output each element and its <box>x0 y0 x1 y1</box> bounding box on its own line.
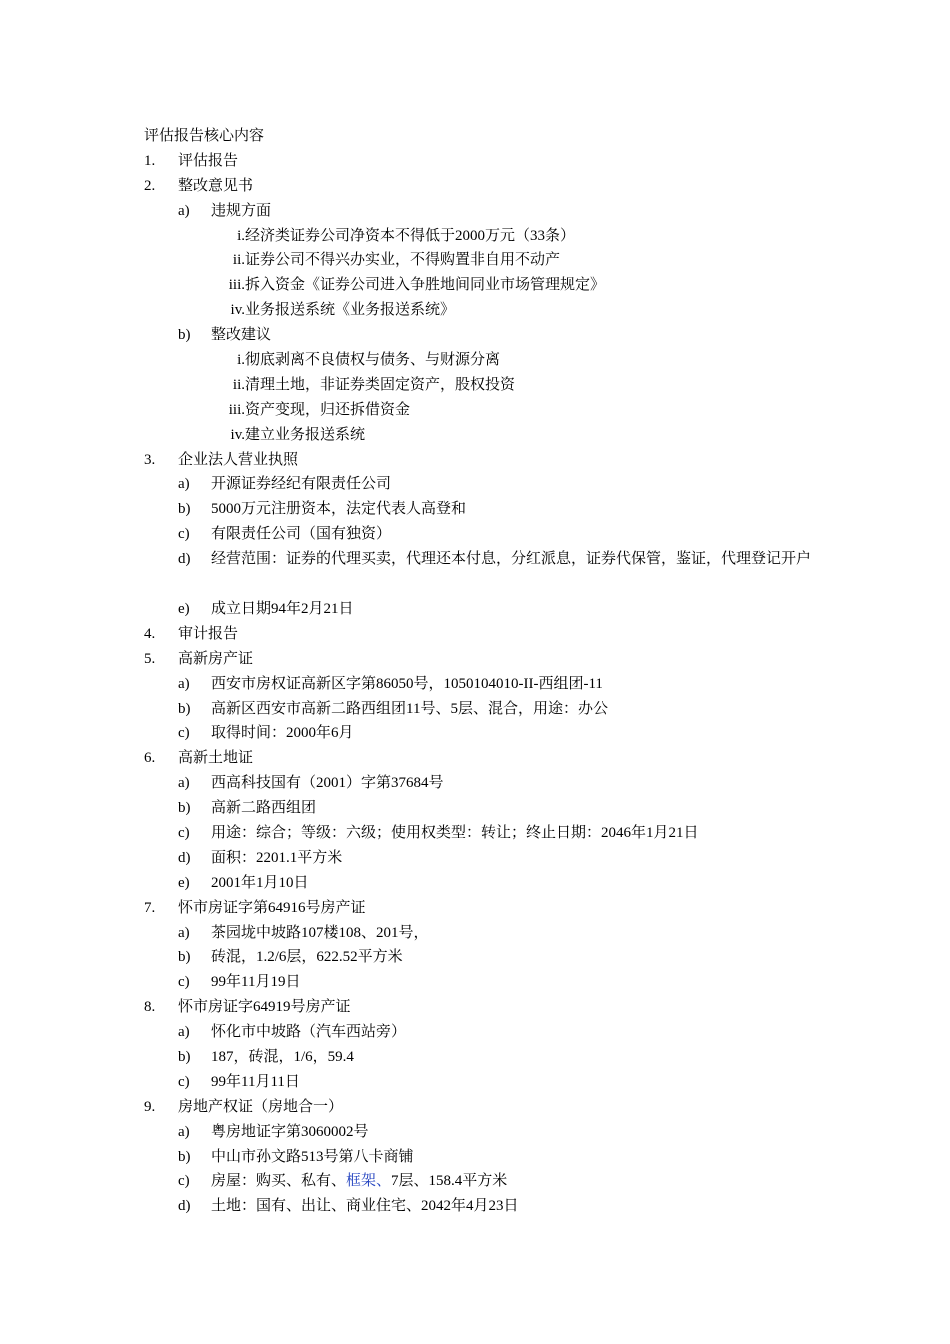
document-title: 评估报告核心内容 <box>144 128 265 144</box>
list-item: b) 整改建议 <box>178 327 272 344</box>
list-item: c) 99年11月11日 <box>178 1073 300 1090</box>
list-item: d) 土地：国有、出让、商业住宅、2042年4月23日 <box>178 1198 519 1215</box>
list-item: iv. 业务报送系统《业务报送系统》 <box>230 302 456 319</box>
list-item: d) 面积：2201.1平方米 <box>178 849 343 866</box>
list-item: iii. 资产变现，归还拆借资金 <box>228 401 411 418</box>
list-item: a) 西安市房权证高新区字第86050号，1050104010-II-西组团-11 <box>178 675 603 692</box>
list-item: c) 有限责任公司（国有独资） <box>178 526 392 543</box>
list-item: b) 中山市孙文路513号第八卡商铺 <box>178 1148 414 1165</box>
document-body <box>144 124 824 1219</box>
list-item: 2. 整改意见书 <box>144 177 254 194</box>
list-item: a) 茶园垅中坡路107楼108、201号， <box>178 924 429 941</box>
list-item: e) 2001年1月10日 <box>178 874 309 891</box>
list-item: ii. 清理土地，非证券类固定资产，股权投资 <box>232 376 516 393</box>
list-item: i. 经济类证券公司净资本不得低于2000万元（33条） <box>237 227 576 244</box>
list-item: 7. 怀市房证字第64916号房产证 <box>144 899 366 916</box>
list-item: b) 高新区西安市高新二路西组团11号、5层、混合，用途：办公 <box>178 700 608 717</box>
list-item: e) 成立日期94年2月21日 <box>178 600 354 617</box>
list-item: c) 房屋：购买、私有、框架、7层、158.4平方米 <box>178 1173 508 1190</box>
list-item: 8. 怀市房证字64919号房产证 <box>144 999 351 1016</box>
list-item: iv. 建立业务报送系统 <box>230 426 366 443</box>
list-item: d) 经营范围：证券的代理买卖，代理还本付息，分红派息，证券代保管，鉴证，代理登记开户 <box>178 551 812 568</box>
list-item: 6. 高新土地证 <box>144 750 254 767</box>
list-item: a) 怀化市中坡路（汽车西站旁） <box>178 1024 407 1041</box>
list-item: 5. 高新房产证 <box>144 650 254 667</box>
list-item: c) 取得时间：2000年6月 <box>178 725 354 742</box>
list-item: b) 5000万元注册资本，法定代表人高登和 <box>178 501 467 518</box>
list-item: a) 违规方面 <box>178 202 272 219</box>
list-item: b) 187，砖混，1/6，59.4 <box>178 1048 354 1065</box>
list-item: a) 西高科技国有（2001）字第37684号 <box>178 775 444 792</box>
hyperlink[interactable]: 框架、 <box>346 1173 392 1190</box>
list-item: a) 粤房地证字第3060002号 <box>178 1123 369 1140</box>
list-item: b) 高新二路西组团 <box>178 800 317 817</box>
list-item: 1. 评估报告 <box>144 152 239 169</box>
list-item: 9. 房地产权证（房地合一） <box>144 1098 344 1115</box>
list-item: 4. 审计报告 <box>144 625 239 642</box>
list-item: c) 99年11月19日 <box>178 974 301 991</box>
list-item: c) 用途：综合；等级：六级；使用权类型：转让；终止日期：2046年1月21日 <box>178 824 699 841</box>
list-item: iii. 拆入资金《证券公司进入争胜地间同业市场管理规定》 <box>228 277 606 294</box>
list-item: i. 彻底剥离不良债权与债务、与财源分离 <box>237 352 501 369</box>
list-item: a) 开源证券经纪有限责任公司 <box>178 476 392 493</box>
list-item: 3. 企业法人营业执照 <box>144 451 299 468</box>
list-item: ii. 证券公司不得兴办实业，不得购置非自用不动产 <box>232 252 561 269</box>
list-item: b) 砖混，1.2/6层，622.52平方米 <box>178 949 403 966</box>
